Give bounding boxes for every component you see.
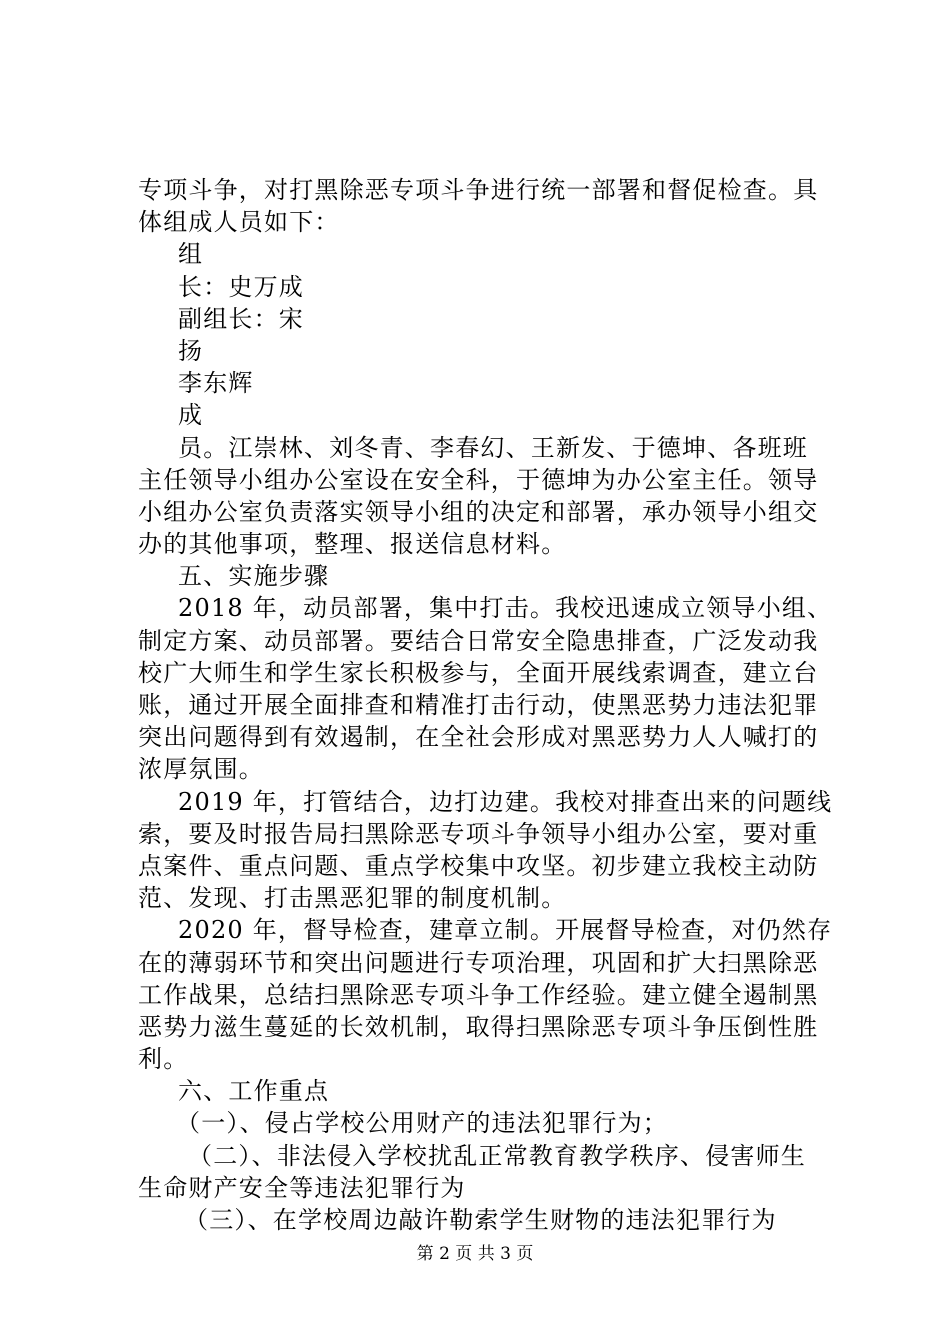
text-line: （二）、非法侵入学校扰乱正常教育教学秩序、侵害师生 [188,1141,806,1170]
text-line: 工作战果，总结扫黑除恶专项斗争工作经验。建立健全遏制黑 [138,980,819,1009]
text-line: （三）、在学校周边敲许勒索学生财物的违法犯罪行为 [184,1206,777,1234]
text-line: 员。江崇林、刘冬青、李春幻、王新发、于德坤、各班班 [178,433,808,462]
text-line: 2018 年，动员部署，集中打击。我校迅速成立领导小组、 [178,594,833,623]
text-line: 恶势力滋生蔓延的长效机制，取得扫黑除恶专项斗争压倒性胜 [138,1012,819,1041]
text-line: 组 [178,240,204,269]
text-line: 账，通过开展全面排查和精准打击行动，使黑恶势力违法犯罪 [138,691,819,719]
text-line: 2020 年，督导检查，建章立制。开展督导检查，对仍然存 [178,916,833,945]
document-body [138,174,838,1236]
text-line: 扬 [178,336,204,365]
text-line: 主任领导小组办公室设在安全科，于德坤为办公室主任。领导 [138,465,819,494]
text-line: 小组办公室负责落实领导小组的决定和部署，承办领导小组交 [138,497,819,526]
page-number: 第 2 页 共 3 页 [416,1244,534,1264]
text-line: 校广大师生和学生家长积极参与，全面开展线索调查，建立台 [138,658,819,687]
section-heading: 六、工作重点 [178,1077,330,1106]
text-line: 索，要及时报告局扫黑除恶专项斗争领导小组办公室，要对重 [138,819,819,848]
text-line: 体组成人员如下： [138,208,340,237]
text-line: 在的薄弱环节和突出问题进行专项治理，巩固和扩大扫黑除恶 [138,948,819,977]
text-line: 副组长：宋 [178,304,304,333]
text-line: 成 [178,401,204,430]
section-heading: 五、实施步骤 [178,562,330,591]
text-line: （一）、侵占学校公用财产的违法犯罪行为； [176,1109,668,1138]
text-line: 制定方案、动员部署。要结合日常安全隐患排查，广泛发动我 [138,626,819,655]
text-line: 专项斗争，对打黑除恶专项斗争进行统一部署和督促检查。具 [138,176,819,204]
text-line: 点案件、重点问题、重点学校集中攻坚。初步建立我校主动防 [138,851,819,880]
text-line: 浓厚氛围。 [138,755,264,784]
text-line: 长：史万成 [178,272,304,301]
text-line: 生命财产安全等违法犯罪行为 [138,1173,466,1202]
text-line: 2019 年，打管结合，边打边建。我校对排查出来的问题线 [178,787,833,816]
text-line: 李东辉 [178,369,254,398]
text-line: 范、发现、打击黑恶犯罪的制度机制。 [138,884,567,913]
text-line: 办的其他事项，整理、报送信息材料。 [138,530,567,559]
text-line: 利。 [138,1045,189,1074]
text-line: 突出问题得到有效遏制，在全社会形成对黑恶势力人人喊打的 [138,723,819,752]
page-footer [0,1243,950,1265]
